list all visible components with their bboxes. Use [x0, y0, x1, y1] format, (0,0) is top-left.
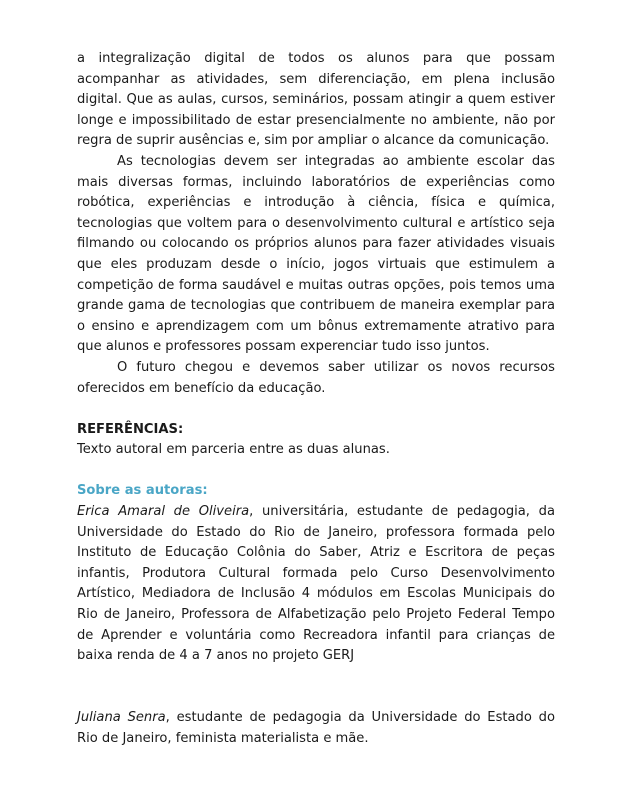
references-text: Texto autoral em parceria entre as duas alunas.	[77, 442, 390, 458]
body-paragraph-3: O futuro chegou e devemos saber utilizar os novos recursos oferecidos em benefício da educação.	[77, 359, 555, 396]
author-2-bio-paragraph	[77, 708, 555, 749]
document-page	[77, 49, 555, 749]
author-1-bio: , universitária, estudante de pedagogia, da Universidade do Estado do Rio de Janeiro, professora formada pelo Instituto de Educação Colônia do Saber, Atriz e Escritora de peças infantis, Produtora Cultural formada pelo Curso Desenvolvimento Artístico, Mediadora de Inclusão 4 módulos em Escolas Municipais do Rio de Janeiro, Professora de Alfabetização pelo Projeto Federal Tempo de Aprender e voluntária como Recreadora infantil para crianças de baixa renda de 4 a 7 anos no projeto GERJ	[77, 504, 555, 664]
author-1-name: Erica Amaral de Oliveira	[77, 504, 250, 520]
author-1-bio-paragraph	[77, 502, 555, 667]
references-heading: REFERÊNCIAS:	[77, 421, 184, 437]
body-paragraph-1: a integralização digital de todos os alunos para que possam acompanhar as atividades, sem diferenciação, em plena inclusão digital. Que as aulas, cursos, seminários, possam atingir a quem estiver longe e impossibilitado de estar presencialmente no ambiente, não por regra de suprir ausências e, sim por ampliar o alcance da comunicação.	[77, 51, 555, 149]
author-2-name: Juliana Senra	[77, 710, 166, 725]
authors-heading: Sobre as autoras:	[77, 483, 208, 499]
body-paragraph-2: As tecnologias devem ser integradas ao ambiente escolar das mais diversas formas, incluindo laboratórios de experiências como robótica, experiências e introdução à ciência, física e química, tecnologias que voltem para o desenvolvimento cultural e artístico seja filmando ou colocando os próprios alunos para fazer atividades visuais que eles produzam desde o início, jogos virtuais que estimulem a competição de forma saudável e muitas outras opções, pois temos uma grande gama de tecnologias que contribuem de maneira exemplar para o ensino e aprendizagem com um bônus extremamente atrativo para que alunos e professores possam experenciar tudo isso juntos.	[77, 153, 555, 355]
author-2-bio: , estudante de pedagogia da Universidade do Estado do Rio de Janeiro, feminista materialista e mãe.	[77, 710, 555, 746]
